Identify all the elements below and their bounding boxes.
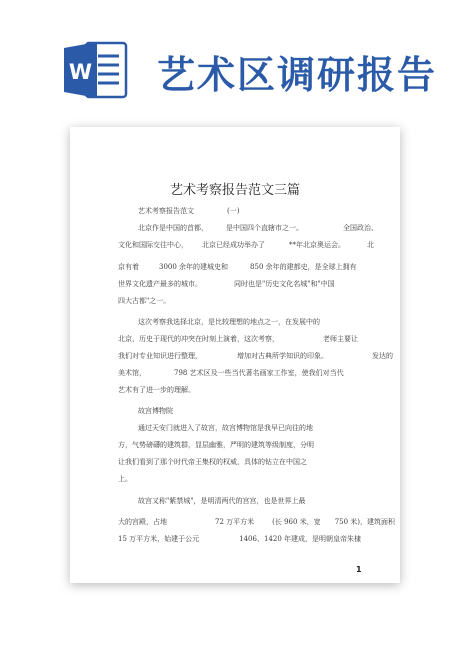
line-text: 通过天安门就进入了故宫，故宫博物馆是我早已向往的地 <box>138 424 313 432</box>
line-text: 文化和国际交往中心， <box>118 241 188 249</box>
document-line <box>118 369 344 377</box>
line-text: 四大古都"之一。 <box>118 297 171 305</box>
line-text: 世界文化遗产最多的城市。 <box>118 280 202 288</box>
line-text: 故宫博物院 <box>138 407 173 415</box>
line-text: 72 万平方米 <box>215 518 255 526</box>
document-line <box>118 335 358 343</box>
document-line <box>138 207 239 215</box>
document-line <box>118 535 361 543</box>
line-text: 15 万平方米，始建于公元 <box>118 535 200 543</box>
line-text: (一) <box>227 207 240 215</box>
line-text: 方，气势磅礴的建筑群，显层幽雅，严明的建筑等级制度，分明 <box>118 441 314 449</box>
document-line <box>138 407 173 415</box>
line-text: 发达的 <box>372 352 393 360</box>
line-text: 北京，历史于现代的冲突在时刻上演着，这次考察， <box>118 335 279 343</box>
line-text: 同时也是"历史文化名城"和"中国 <box>234 280 335 288</box>
document-line <box>138 224 378 232</box>
line-text: 让我们看到了那个时代帝王集权的权威，具体的钻立在中国之 <box>118 458 307 466</box>
document-line <box>118 441 314 449</box>
document-line <box>118 475 132 483</box>
line-text: 850 余年的建都史，是全球上拥有 <box>250 263 357 271</box>
line-text: 上。 <box>118 475 132 483</box>
line-text: 北京作是中国的首都， <box>138 224 208 232</box>
line-text: 3000 余年的建城史和 <box>159 263 229 271</box>
line-text: 798 艺术区及一些当代著名画家工作室，使我们对当代 <box>174 369 344 377</box>
line-text: 大的宫殿，占地 <box>118 518 167 526</box>
line-text: 我们对专业知识进行整理， <box>118 352 202 360</box>
document-banner <box>0 0 474 120</box>
document-line <box>138 318 320 326</box>
line-text: 美术馆， <box>118 369 146 377</box>
line-text: 增加对古典所学知识的印象。 <box>237 352 328 360</box>
document-page <box>70 127 400 583</box>
line-text: (长 960 米，宽 <box>272 518 321 526</box>
document-line <box>118 352 393 360</box>
line-text: 老师主要让 <box>323 335 358 343</box>
document-line <box>118 263 357 271</box>
document-line <box>118 458 307 466</box>
document-line <box>118 280 335 288</box>
line-text: 艺术有了进一步的理解。 <box>118 386 195 394</box>
microsoft-word-icon <box>60 35 130 105</box>
document-line <box>138 497 305 505</box>
line-text: 北 <box>367 241 374 249</box>
line-text: 1406、1420 年建成，是明朝皇帝朱棣 <box>239 535 361 543</box>
banner-title: 艺术区调研报告 <box>157 53 438 97</box>
line-text: 这次考察我选择北京，是比较理想的地点之一，在发展中的 <box>138 318 320 326</box>
line-text: 750 米)，建筑面积 <box>334 518 396 526</box>
document-line <box>118 297 170 305</box>
svg-text:W: W <box>68 60 93 84</box>
document-line <box>118 518 395 526</box>
line-text: 艺术考察报告范文 <box>138 207 194 215</box>
document-title: 艺术考察报告范文三篇 <box>169 183 300 198</box>
document-line <box>118 241 374 249</box>
line-text: 北京已经成功举办了 <box>202 241 265 249</box>
document-line <box>118 386 195 394</box>
line-text: 故宫又称"紫禁城"，是明清两代的宫宫，也是世界上最 <box>138 497 306 505</box>
page-number: 1 <box>356 565 362 574</box>
line-text: 全国政治、 <box>343 224 378 232</box>
line-text: 京有着 <box>118 263 139 271</box>
document-line <box>138 424 313 432</box>
line-text: 是中国四个直辖市之一。 <box>226 224 303 232</box>
line-text: **年北京奥运会。 <box>289 241 345 249</box>
